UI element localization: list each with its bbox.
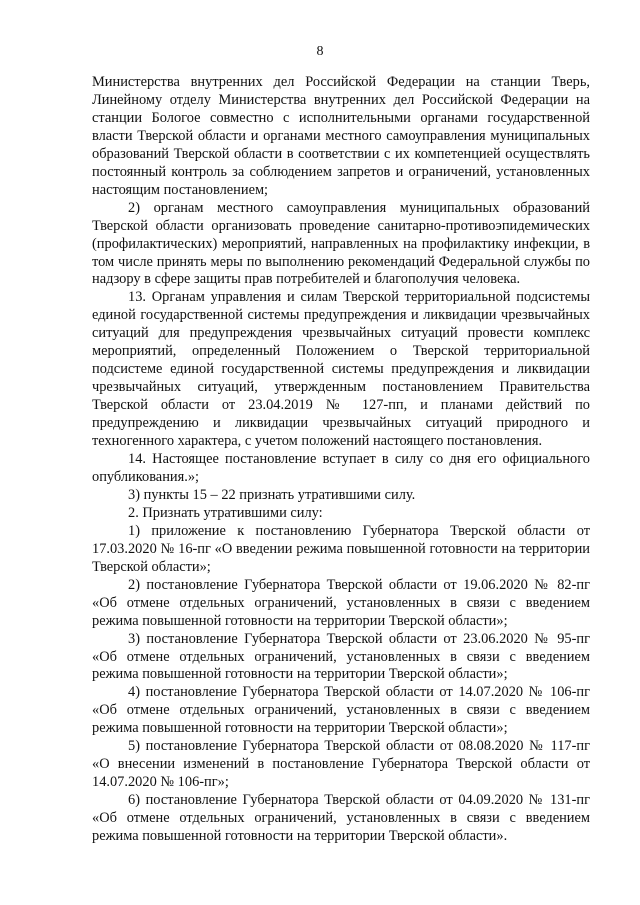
paragraph-item-13: 13. Органам управления и силам Тверской территориальной подсистемы единой государственной системы предупреждения и ликвидации чрезвычайных ситуаций для предупреждения чрезвычайных ситуаций провести комплекс мероприятий, определенный Положением о Тверской территориальной подсистеме единой государственной системы предупреждения и ликвидации чрезвычайных ситуаций, утвержденным постановлением Правительства Тверской области от 23.04.2019 № 127-пп, и планами действий по предупреждению и ликвидации чрезвычайных ситуаций природного и техногенного характера, с учетом положений настоящего постановления. (92, 289, 590, 450)
paragraph-subitem-3: 3) пункты 15 – 22 признать утратившими силу. (128, 486, 416, 503)
paragraph-repeal-1: 1) приложение к постановлению Губернатора Тверской области от 17.03.2020 № 16-пг «О введении режима повышенной готовности на территории Тверской области»; (92, 522, 590, 575)
paragraph-item-14: 14. Настоящее постановление вступает в силу со дня его официального опубликования.»; (92, 451, 590, 485)
document-body (92, 74, 590, 846)
paragraph-repeal-6: 6) постановление Губернатора Тверской области от 04.09.2020 № 131-пг «Об отмене отдельных ограничений, установленных в связи с введением режима повышенной готовности на территории Тверской области». (92, 792, 590, 845)
paragraph-item-2: 2) органам местного самоуправления муниципальных образований Тверской области организовать проведение санитарно-противоэпидемических (профилактических) мероприятий, направленных на профилактику инфекции, в том числе принять меры по выполнению рекомендаций Федеральной службы по надзору в сфере защиты прав потребителей и благополучия человека. (92, 199, 590, 288)
paragraph-repeal-4: 4) постановление Губернатора Тверской области от 14.07.2020 № 106-пг «Об отмене отдельных ограничений, установленных в связи с введением режима повышенной готовности на территории Тверской области»; (92, 684, 590, 737)
paragraph-continuation: Министерства внутренних дел Российской Федерации на станции Тверь, Линейному отделу Министерства внутренних дел Российской Федерации на станции Бологое совместно с исполнительными органами государственной власти Тверской области и органами местного самоуправления муниципальных образований Тверской области в соответствии с их компетенцией осуществлять постоянный контроль за соблюдением запретов и ограничений, установленных настоящим постановлением; (92, 74, 590, 198)
paragraph-repeal-5: 5) постановление Губернатора Тверской области от 08.08.2020 № 117-пг «О внесении изменений в постановление Губернатора Тверской области от 14.07.2020 № 106-пг»; (92, 738, 590, 791)
paragraph-repeal-2: 2) постановление Губернатора Тверской области от 19.06.2020 № 82-пг «Об отмене отдельных ограничений, установленных в связи с введением режима повышенной готовности на территории Тверской области»; (92, 576, 590, 629)
paragraph-section-2: 2. Признать утратившими силу: (128, 504, 323, 521)
page-number: 8 (316, 44, 324, 59)
paragraph-repeal-3: 3) постановление Губернатора Тверской области от 23.06.2020 № 95-пг «Об отмене отдельных ограничений, установленных в связи с введением режима повышенной готовности на территории Тверской области»; (92, 630, 590, 683)
